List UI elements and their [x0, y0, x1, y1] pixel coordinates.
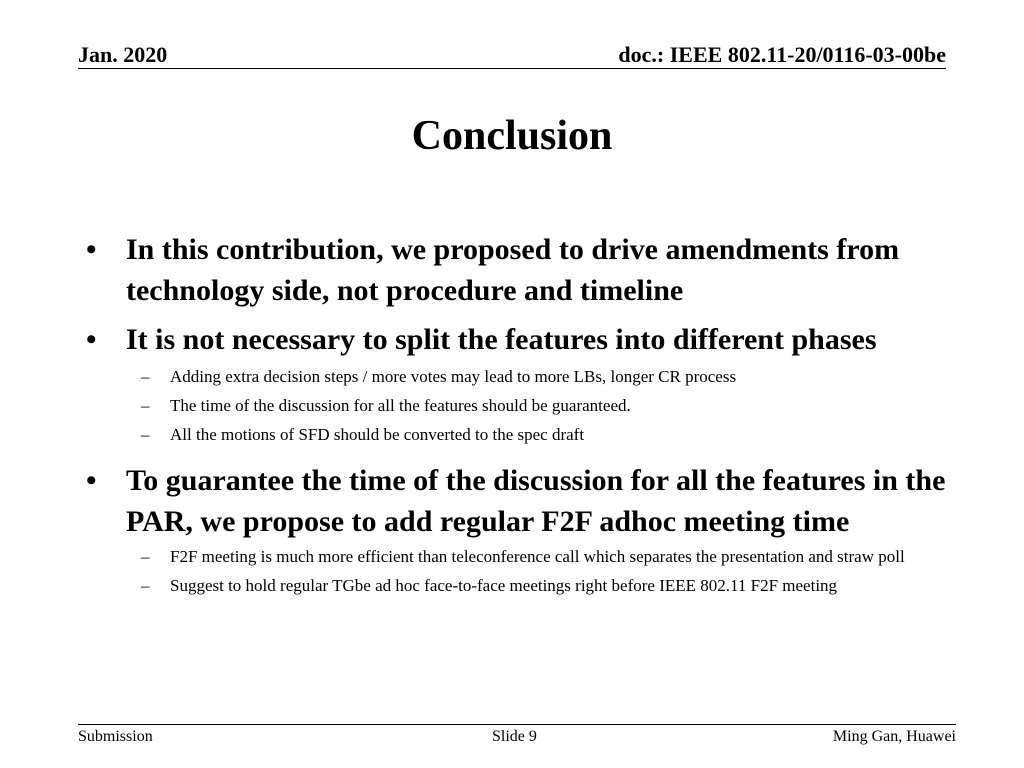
slide-footer [78, 724, 956, 753]
dash-icon: – [141, 425, 150, 444]
sub-bullet-item [86, 423, 946, 447]
bullet-icon: • [86, 323, 97, 356]
sub-bullet-item [86, 574, 946, 598]
sub-bullet-text: F2F meeting is much more efficient than teleconference call which separates the presentation and straw poll [170, 547, 905, 566]
footer-slide-number: Slide 9 [492, 728, 537, 745]
bullet-item-2 [86, 319, 946, 360]
sub-bullet-text: All the motions of SFD should be converted to the spec draft [170, 425, 585, 444]
sub-bullet-text: Suggest to hold regular TGbe ad hoc face-to-face meetings right before IEEE 802.11 F2F meeting [170, 576, 838, 595]
header-date: Jan. 2020 [78, 42, 168, 67]
footer-submission: Submission [78, 728, 153, 745]
slide-header [78, 40, 946, 69]
bullet-text: It is not necessary to split the features into different phases [126, 323, 877, 356]
footer-author: Ming Gan, Huawei [832, 728, 956, 745]
slide-title: Conclusion [411, 113, 613, 159]
dash-icon: – [141, 396, 150, 415]
bullet-text: In this contribution, we proposed to drive amendments from technology side, not procedure and timeline [126, 233, 900, 307]
dash-icon: – [141, 576, 150, 595]
bullet-item-1 [86, 229, 946, 311]
bullet-item-3 [86, 460, 946, 542]
sub-bullet-text: Adding extra decision steps / more votes may lead to more LBs, longer CR process [170, 367, 737, 386]
sub-bullet-text: The time of the discussion for all the features should be guaranteed. [170, 396, 631, 415]
sub-bullet-item [86, 365, 946, 389]
bullet-icon: • [86, 233, 97, 266]
sub-bullet-item [86, 394, 946, 418]
bullet-text: To guarantee the time of the discussion for all the features in the PAR, we propose to add regular F2F adhoc meeting time [126, 464, 946, 538]
dash-icon: – [141, 547, 150, 566]
dash-icon: – [141, 367, 150, 386]
header-doc-number: doc.: IEEE 802.11-20/0116-03-00be [618, 42, 946, 67]
bullet-icon: • [86, 464, 97, 497]
slide-content [86, 229, 946, 603]
sub-bullet-item [86, 545, 946, 569]
